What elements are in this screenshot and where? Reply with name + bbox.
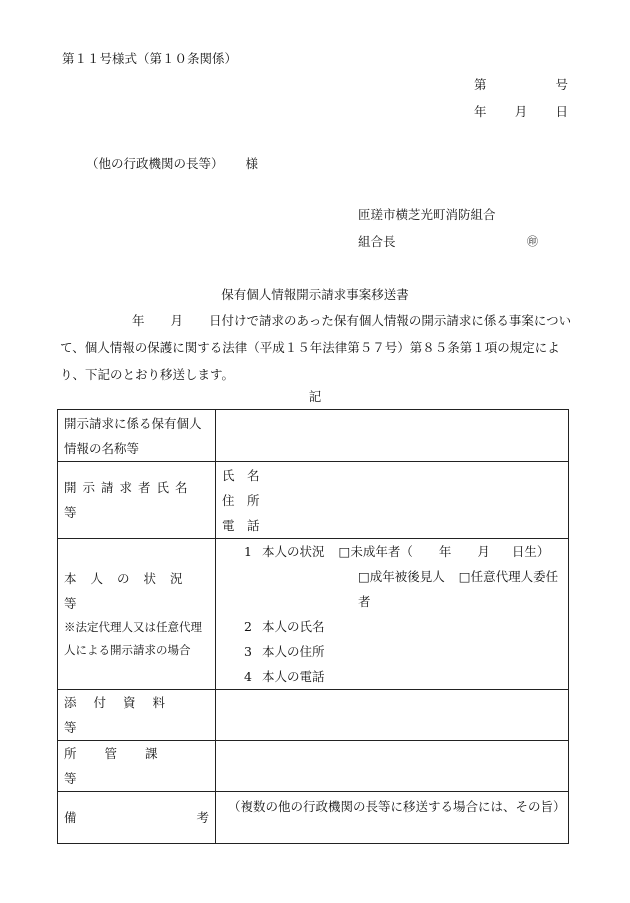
document-number-line xyxy=(474,79,568,92)
requester-name-field: 氏 名 xyxy=(222,467,260,483)
table-row xyxy=(58,462,569,539)
requester-label-cell xyxy=(58,462,216,539)
info-name-value xyxy=(216,410,569,462)
principal-status-item: 1 本人の状況 □未成年者（ 年 月 日生） xyxy=(230,539,562,564)
sender-title: 組合長 xyxy=(358,234,396,249)
principal-note: ※法定代理人又は任意代理人による開示請求の場合 xyxy=(64,620,202,657)
body-text: 日付けで請求のあった保有個人情報の開示請求に係る事案について、個人情報の保護に関する法律（平成１５年法律第５７号）第８５条第１項の規定により、下記のとおり移送します。 xyxy=(60,313,572,382)
sender-chief-line xyxy=(358,236,538,249)
transfer-table xyxy=(57,409,569,844)
requester-label: 開示請求者氏名等 xyxy=(64,480,194,520)
addressee-name: （他の行政機関の長等） xyxy=(86,156,224,171)
table-row xyxy=(58,792,569,844)
table-row xyxy=(58,741,569,792)
department-label: 所管課等 xyxy=(58,741,216,792)
addressee-honorific: 様 xyxy=(245,156,259,171)
document-title: 保有個人情報開示請求事案移送書 xyxy=(221,287,409,302)
table-row xyxy=(58,539,569,690)
remarks-value: （複数の他の行政機関の長等に移送する場合には、その旨） xyxy=(216,792,569,844)
remarks-label: 備 考 xyxy=(58,792,216,844)
requester-address-field: 住 所 xyxy=(222,492,260,508)
seal-mark: ㊞ xyxy=(527,235,538,248)
principal-status-label: 本人の状況 xyxy=(262,544,325,559)
principal-label-cell xyxy=(58,539,216,690)
principal-label: 本人の状況等 xyxy=(64,571,197,611)
body-year: 年 xyxy=(132,313,145,328)
day-label: 日 xyxy=(555,104,568,119)
addressee xyxy=(86,158,258,171)
principal-name-item: 2 本人の氏名 xyxy=(244,619,325,634)
info-name-label: 開示請求に係る保有個人情報の名称等 xyxy=(58,410,216,462)
principal-fields xyxy=(216,539,569,690)
body-paragraph xyxy=(60,307,582,388)
minor-checkbox[interactable]: □未成年者（ xyxy=(338,544,413,559)
table-row xyxy=(58,690,569,741)
sender-organization: 匝瑳市横芝光町消防組合 xyxy=(358,207,496,222)
number-label: 第 xyxy=(474,77,487,92)
requester-phone-field: 電 話 xyxy=(222,517,260,533)
month-label: 月 xyxy=(514,104,528,119)
agent-checkbox[interactable]: □任意代理人委任者 xyxy=(358,569,559,609)
document-date-line xyxy=(474,106,568,119)
department-value xyxy=(216,741,569,792)
requester-fields xyxy=(216,462,569,539)
principal-phone-item: 4 本人の電話 xyxy=(244,669,325,684)
principal-status-options xyxy=(230,564,562,614)
number-suffix: 号 xyxy=(555,77,568,92)
principal-address-item: 3 本人の住所 xyxy=(244,644,325,659)
body-month: 月 xyxy=(170,313,184,328)
table-row xyxy=(58,410,569,462)
ward-checkbox[interactable]: □成年被後見人 xyxy=(358,569,445,584)
form-number: 第１１号様式（第１０条関係） xyxy=(62,51,238,66)
year-label: 年 xyxy=(474,104,487,119)
attachments-label: 添付資料等 xyxy=(58,690,216,741)
attachments-value xyxy=(216,690,569,741)
ki-heading: 記 xyxy=(308,389,322,404)
